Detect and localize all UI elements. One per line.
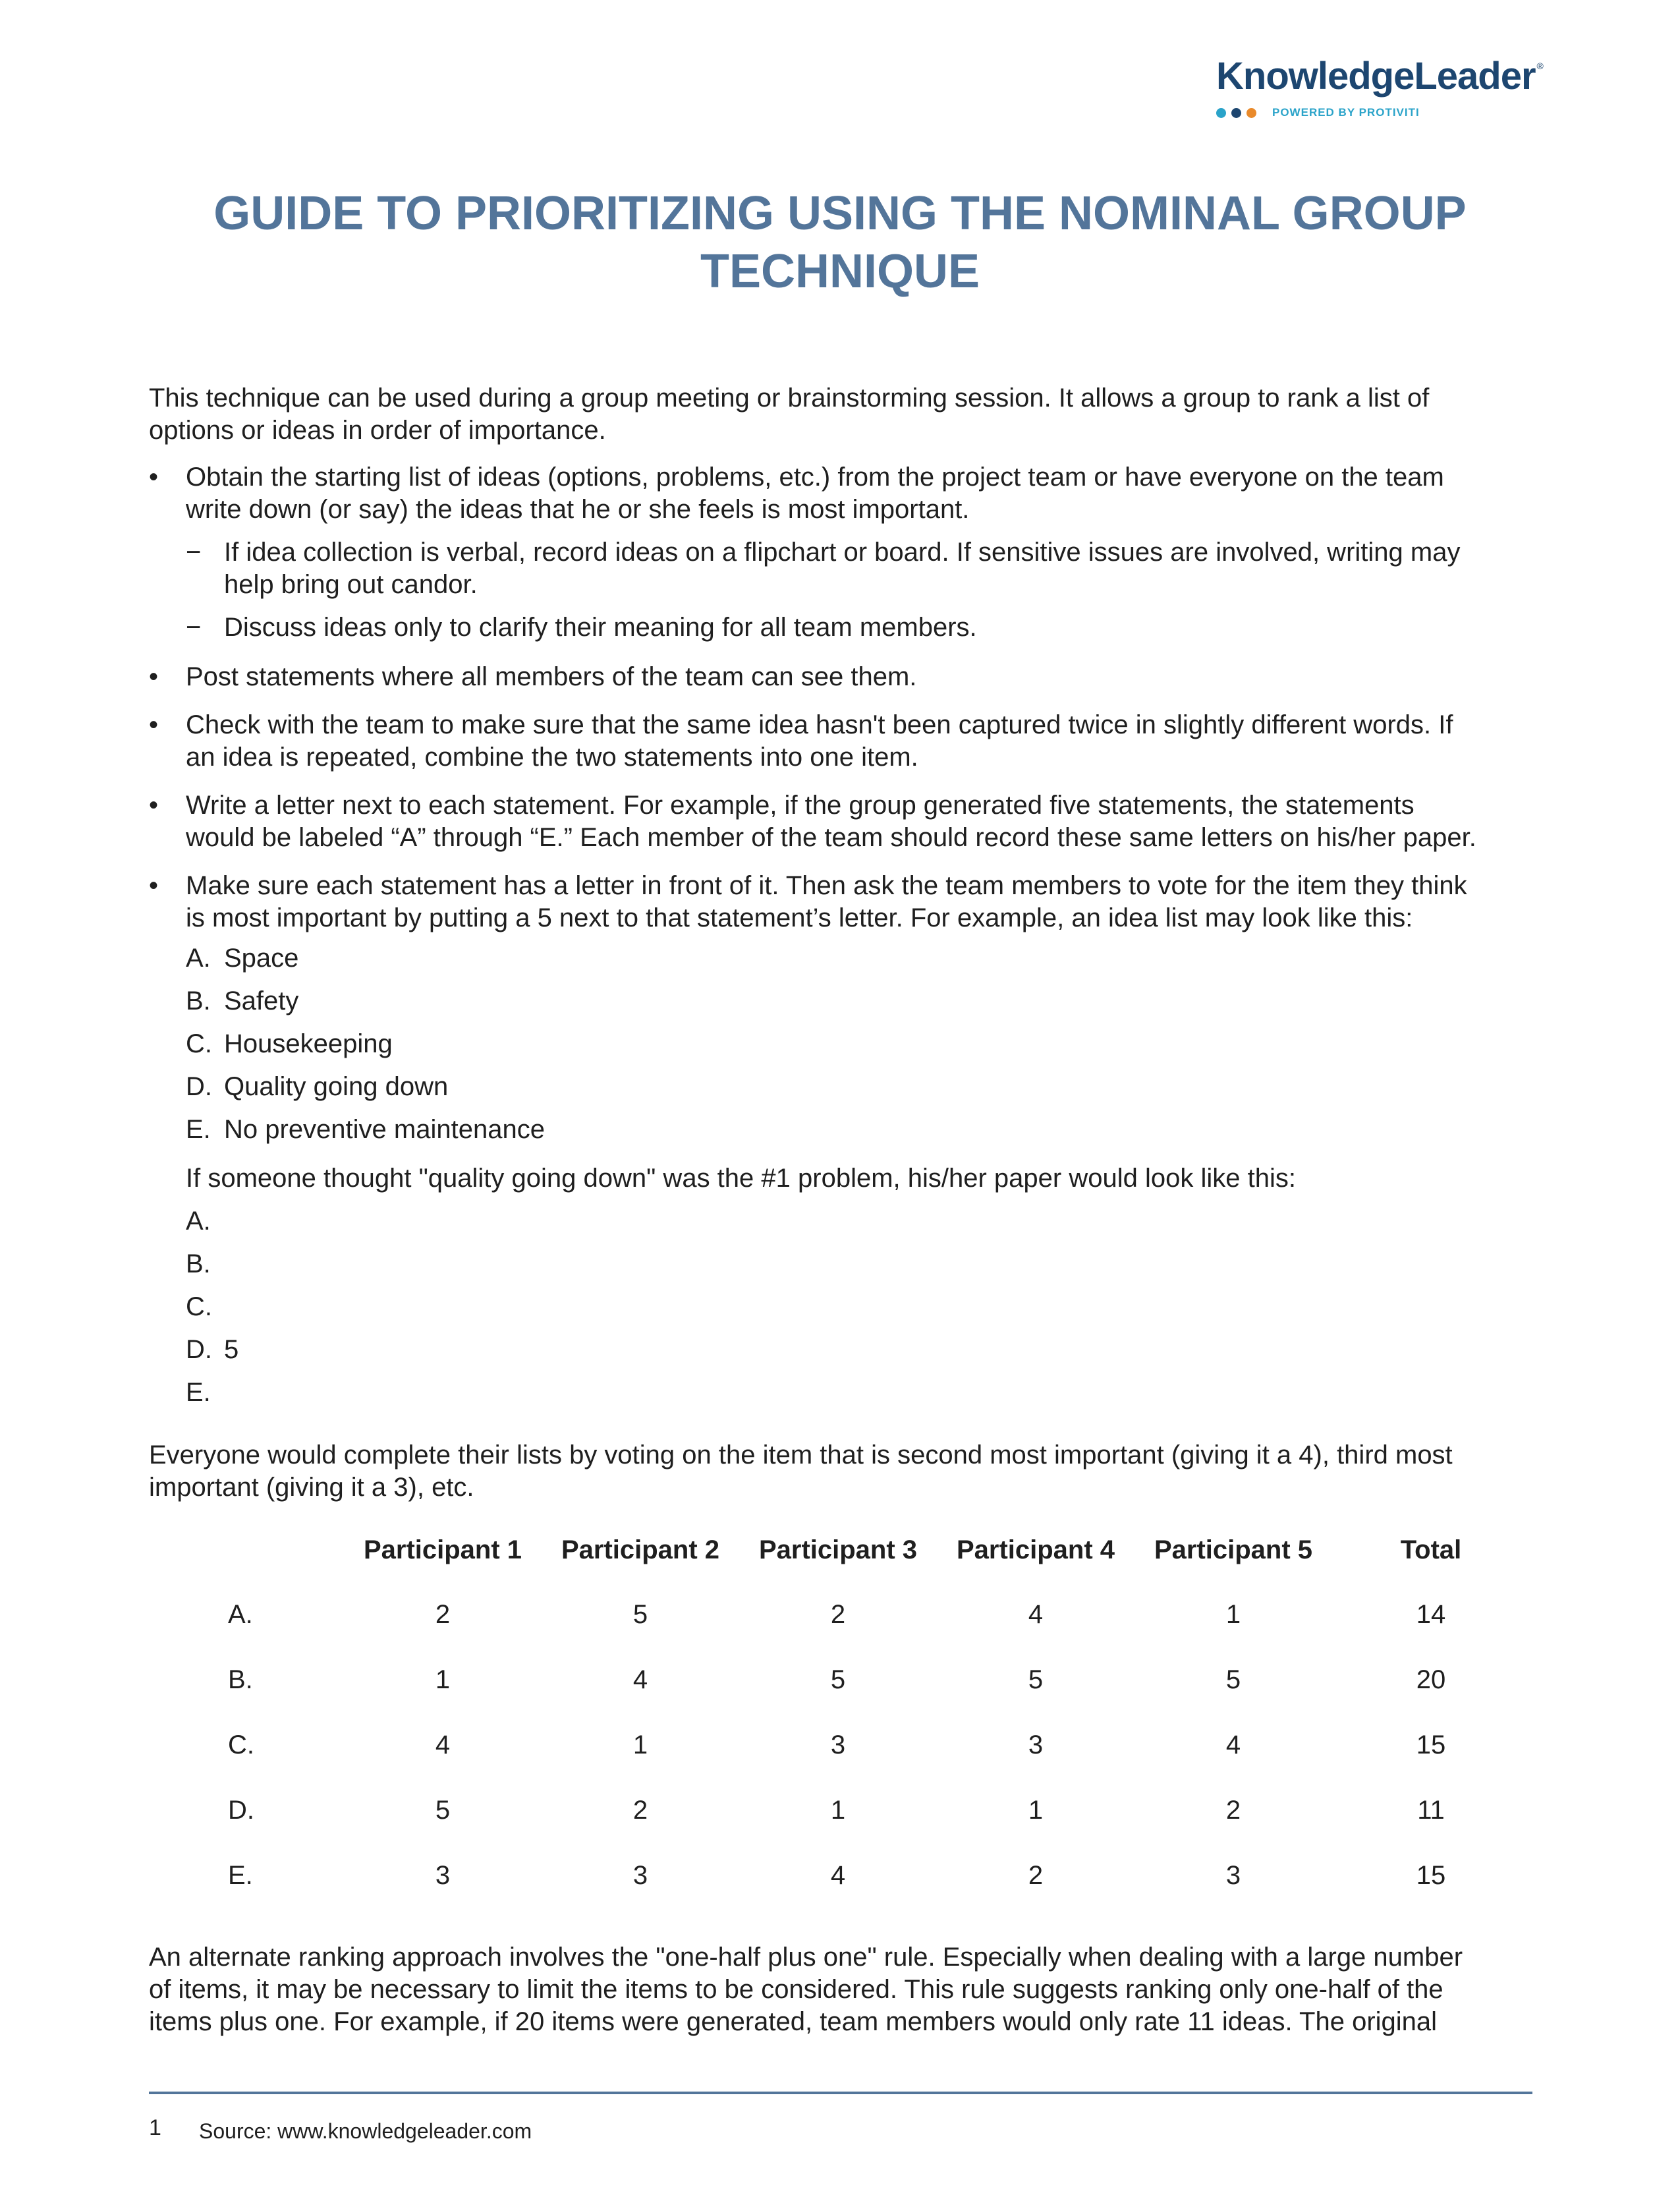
table-header: Total bbox=[1400, 1535, 1462, 1564]
idea-letter: A. bbox=[186, 944, 211, 973]
table-cell: 4 bbox=[632, 1665, 648, 1694]
sub-bullet-verbal-collection: If idea collection is verbal, record ideas on a flipchart or board. If sensitive issues are involved, writing may help bring out candor. bbox=[224, 538, 1461, 599]
paper-letter: C. bbox=[186, 1292, 212, 1321]
idea-letter: E. bbox=[186, 1115, 211, 1144]
table-cell: 1 bbox=[1225, 1600, 1241, 1629]
knowledgeleader-logo bbox=[1216, 54, 1543, 119]
table-cell: 4 bbox=[1028, 1600, 1044, 1629]
table-total: 15 bbox=[1416, 1730, 1446, 1759]
table-header: Participant 5 bbox=[1154, 1535, 1313, 1564]
table-cell: 4 bbox=[830, 1861, 846, 1890]
everyone-paragraph: Everyone would complete their lists by voting on the item that is second most important (giving it a 4), third most important (giving it a 3), etc. bbox=[149, 1441, 1453, 1502]
table-row-label: E. bbox=[228, 1861, 253, 1890]
paper-vote: 5 bbox=[224, 1335, 239, 1364]
paper-letter: A. bbox=[186, 1207, 211, 1236]
intro-paragraph: This technique can be used during a group meeting or brainstorming session. It allows a group to rank a list of options or ideas in order of importance. bbox=[149, 384, 1430, 445]
bullet-icon: • bbox=[149, 662, 159, 691]
paper-letter: E. bbox=[186, 1378, 211, 1407]
table-cell: 1 bbox=[632, 1730, 648, 1759]
table-cell: 5 bbox=[632, 1600, 648, 1629]
page-title bbox=[132, 185, 1548, 300]
alternate-ranking-paragraph: An alternate ranking approach involves the "one-half plus one" rule. Especially when dealing with a large number of items, it may be necessary to limit the items to be considered. This rule suggests ranking only one-half of the items plus one. For example, if 20 items were generated, team members would only rate 11 ideas. The original bbox=[149, 1943, 1463, 2036]
table-cell: 3 bbox=[1028, 1730, 1044, 1759]
bullet-icon: • bbox=[149, 791, 159, 820]
bullet-icon: • bbox=[149, 871, 159, 900]
footer-source: Source: www.knowledgeleader.com bbox=[199, 2119, 532, 2143]
table-cell: 1 bbox=[1028, 1796, 1044, 1825]
title-line-2: TECHNIQUE bbox=[700, 245, 980, 298]
table-row-label: A. bbox=[228, 1600, 253, 1629]
paper-intro: If someone thought "quality going down" was the #1 problem, his/her paper would look like this: bbox=[186, 1164, 1296, 1193]
title-line-1: GUIDE TO PRIORITIZING USING THE NOMINAL GROUP bbox=[213, 187, 1467, 240]
table-cell: 3 bbox=[435, 1861, 451, 1890]
table-total: 20 bbox=[1416, 1665, 1446, 1694]
table-total: 15 bbox=[1416, 1861, 1446, 1890]
logo-dot-navy-icon bbox=[1231, 108, 1241, 118]
idea-text: No preventive maintenance bbox=[224, 1115, 545, 1144]
paper-letter: B. bbox=[186, 1249, 211, 1278]
table-cell: 4 bbox=[1225, 1730, 1241, 1759]
table-cell: 3 bbox=[632, 1861, 648, 1890]
sub-bullet-discuss-ideas: Discuss ideas only to clarify their meaning for all team members. bbox=[224, 613, 977, 642]
bullet-icon: • bbox=[149, 710, 159, 739]
table-cell: 1 bbox=[830, 1796, 846, 1825]
table-total: 11 bbox=[1417, 1796, 1445, 1825]
table-cell: 5 bbox=[1028, 1665, 1044, 1694]
table-cell: 5 bbox=[435, 1796, 451, 1825]
bullet-write-letter: Write a letter next to each statement. For example, if the group generated five statements, the statements would be labeled “A” through “E.” Each member of the team should record these same letters on his/her paper. bbox=[186, 791, 1476, 852]
page-number: 1 bbox=[149, 2115, 161, 2140]
idea-letter: B. bbox=[186, 986, 211, 1015]
logo-dot-orange-icon bbox=[1246, 108, 1256, 118]
table-row-label: D. bbox=[228, 1796, 254, 1825]
bullet-check-duplicates: Check with the team to make sure that the same idea hasn't been captured twice in slightly different words. If an idea is repeated, combine the two statements into one item. bbox=[186, 710, 1453, 772]
paper-letter: D. bbox=[186, 1335, 212, 1364]
table-row-label: B. bbox=[228, 1665, 253, 1694]
table-cell: 5 bbox=[830, 1665, 846, 1694]
table-header: Participant 2 bbox=[561, 1535, 720, 1564]
bullet-obtain-ideas: Obtain the starting list of ideas (options, problems, etc.) from the project team or have everyone on the team write down (or say) the ideas that he or she feels is most important. bbox=[186, 463, 1444, 524]
table-header: Participant 1 bbox=[363, 1535, 522, 1564]
table-cell: 2 bbox=[632, 1796, 648, 1825]
idea-letter: C. bbox=[186, 1029, 212, 1058]
bullet-post-statements: Post statements where all members of the team can see them. bbox=[186, 662, 917, 691]
table-cell: 5 bbox=[1225, 1665, 1241, 1694]
table-cell: 1 bbox=[435, 1665, 451, 1694]
table-header: Participant 3 bbox=[758, 1535, 918, 1564]
table-cell: 2 bbox=[435, 1600, 451, 1629]
table-row-label: C. bbox=[228, 1730, 254, 1759]
idea-text: Safety bbox=[224, 986, 299, 1015]
dash-icon: − bbox=[186, 538, 202, 567]
registered-mark: ® bbox=[1536, 61, 1543, 71]
logo-dot-teal-icon bbox=[1216, 108, 1226, 118]
bullet-vote: Make sure each statement has a letter in front of it. Then ask the team members to vote for the item they think is most important by putting a 5 next to that statement’s letter. For example, an idea list may look like this: bbox=[186, 871, 1467, 932]
logo-wordmark: KnowledgeLeader bbox=[1216, 55, 1536, 98]
table-total: 14 bbox=[1416, 1600, 1446, 1629]
table-cell: 3 bbox=[830, 1730, 846, 1759]
dash-icon: − bbox=[186, 613, 202, 642]
idea-text: Housekeeping bbox=[224, 1029, 393, 1058]
table-cell: 2 bbox=[1225, 1796, 1241, 1825]
table-header: Participant 4 bbox=[956, 1535, 1115, 1564]
footer-divider bbox=[149, 2092, 1532, 2094]
table-cell: 2 bbox=[830, 1600, 846, 1629]
bullet-icon: • bbox=[149, 463, 159, 492]
table-cell: 2 bbox=[1028, 1861, 1044, 1890]
powered-by-protiviti: POWERED BY PROTIVITI bbox=[1272, 106, 1420, 119]
idea-text: Space bbox=[224, 944, 299, 973]
table-cell: 3 bbox=[1225, 1861, 1241, 1890]
idea-letter: D. bbox=[186, 1072, 212, 1101]
idea-text: Quality going down bbox=[224, 1072, 449, 1101]
table-cell: 4 bbox=[435, 1730, 451, 1759]
